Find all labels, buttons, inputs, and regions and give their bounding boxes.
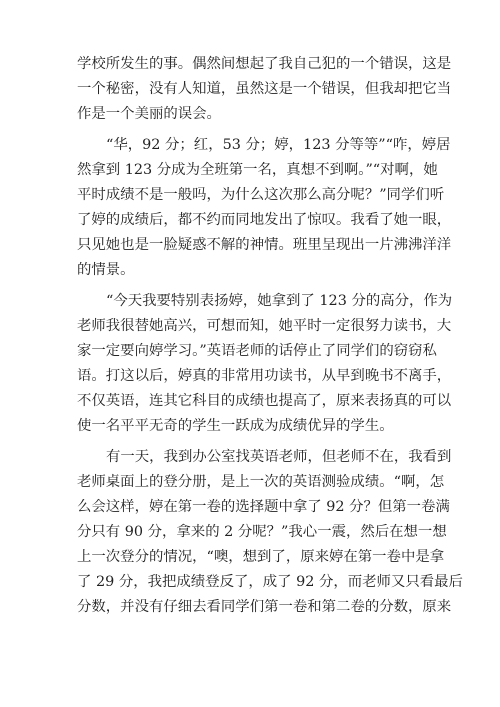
text-line: “今天我要特别表扬婷，她拿到了 123 分的高分，作为 [106, 293, 453, 309]
text-line: 学校所发生的事。偶然间想起了我自己犯的一个错误，这是 [77, 56, 452, 72]
paragraph-2 [77, 133, 452, 283]
text-line: 一个秘密，没有人知道，虽然这是一个错误，但我却把它当 [77, 81, 452, 97]
text-line: 老师桌面上的登分册，是上一次的英语测验成绩。“啊，怎 [77, 474, 445, 490]
paragraph-1 [77, 52, 452, 127]
text-line: 的情景。 [77, 262, 135, 278]
text-line: 了婷的成绩后，都不约而同地发出了惊叹。我看了她一眼， [77, 212, 452, 228]
text-line: 使一名平平无奇的学生一跃成为成绩优异的学生。 [77, 418, 394, 434]
text-line: 老师我很替她高兴，可想而知，她平时一定很努力读书，大 [77, 318, 452, 334]
text-line: “华，92 分；红，53 分；婷，123 分等等”“咋，婷居 [106, 137, 451, 153]
text-line: 语。打这以后，婷真的非常用功读书，从早到晚书不离手， [77, 368, 452, 384]
text-line: 么会这样，婷在第一卷的选择题中拿了 92 分？但第一卷满 [77, 499, 450, 515]
text-line: 有一天，我到办公室找英语老师，但老师不在，我看到 [106, 449, 452, 465]
text-line: 上一次登分的情况，“噢，想到了，原来婷在第一卷中是拿 [77, 549, 445, 565]
text-line: 平时成绩不是一般吗，为什么这次那么高分呢？”同学们听 [77, 187, 445, 203]
text-line: 然拿到 123 分成为全班第一名，真想不到啊。”“对啊，她 [77, 162, 438, 178]
text-line: 作是一个美丽的误会。 [77, 106, 221, 122]
text-line: 了 29 分，我把成绩登反了，成了 92 分，而老师又只看最后 [77, 574, 463, 590]
text-line: 不仅英语，连其它科目的成绩也提高了，原来表扬真的可以 [77, 393, 452, 409]
paragraph-4 [77, 445, 463, 620]
text-line: 只见她也是一脸疑惑不解的神情。班里呈现出一片沸沸洋洋 [77, 237, 452, 253]
document-page [77, 52, 463, 626]
text-line: 家一定要向婷学习。”英语老师的话停止了同学们的窃窃私 [77, 343, 437, 359]
text-line: 分只有 90 分，拿来的 2 分呢？”我心一震，然后在想一想 [77, 524, 447, 540]
text-line: 分数，并没有仔细去看同学们第一卷和第二卷的分数，原来 [77, 599, 452, 615]
paragraph-3 [77, 289, 453, 439]
